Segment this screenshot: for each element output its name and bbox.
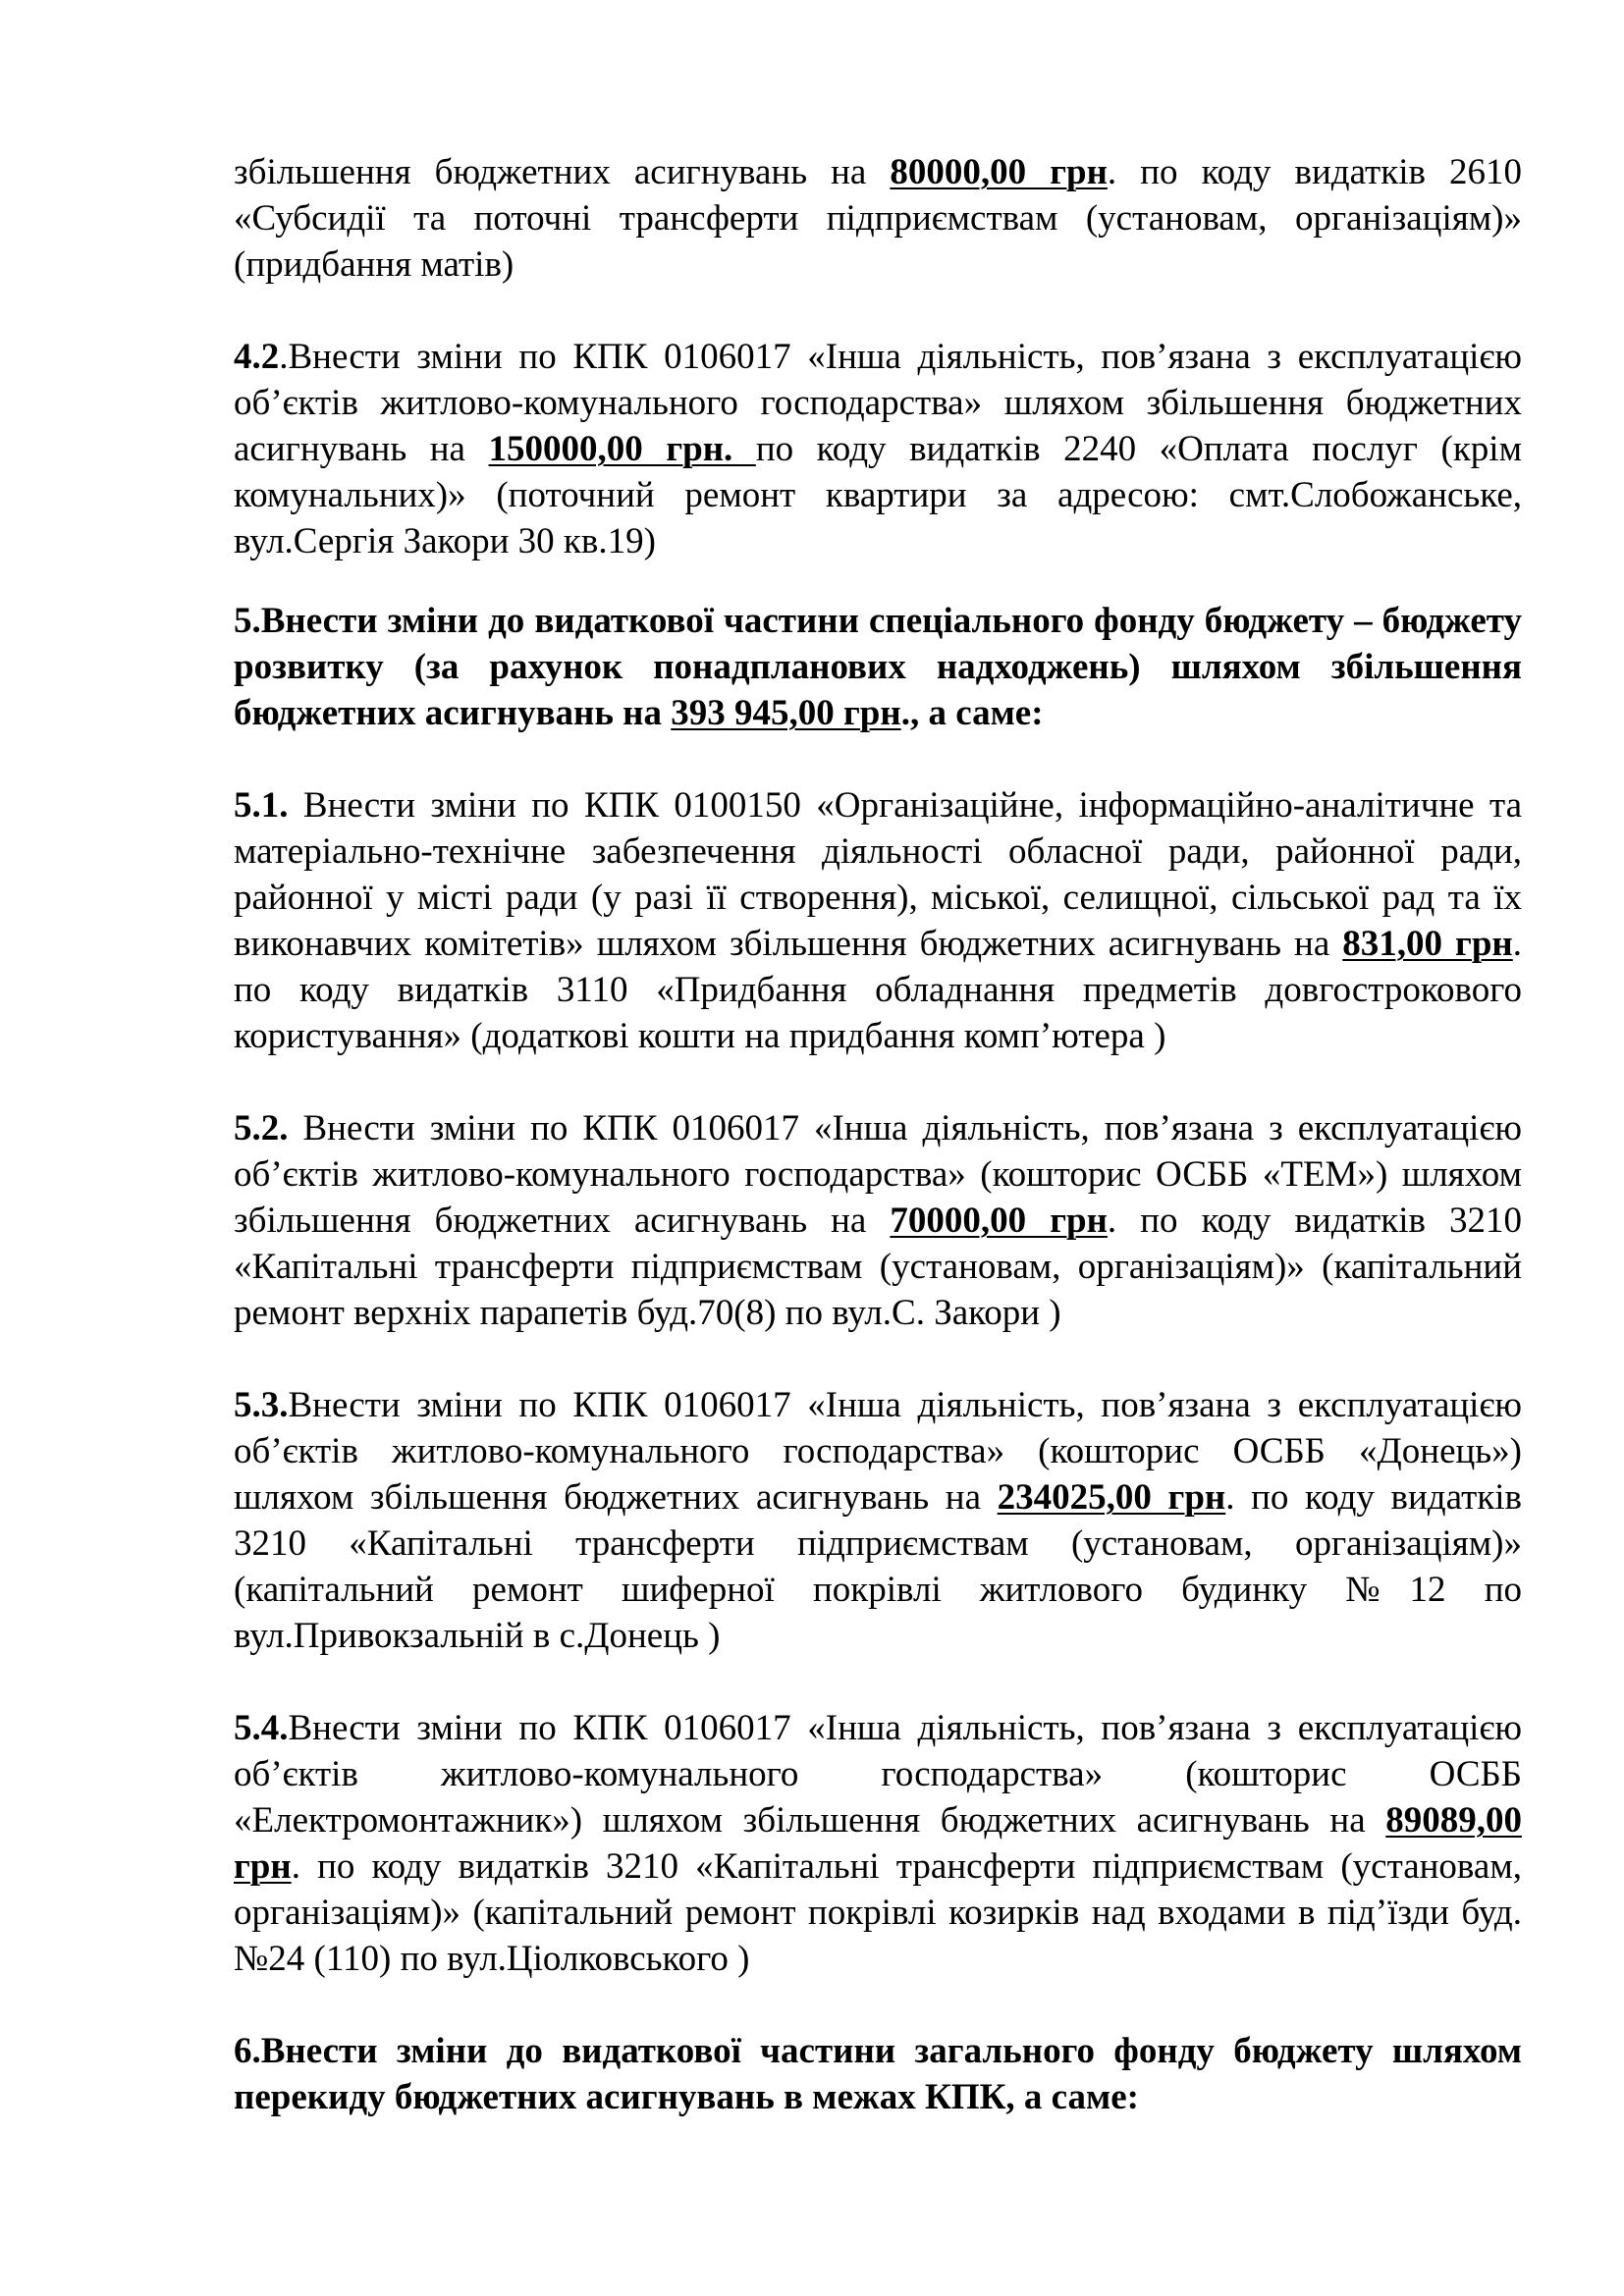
item-number: 5.4. bbox=[234, 1708, 289, 1748]
text: . по коду видатків 3210 «Капітальні трансферти підприємствам (установам, організаціям)» (капітальний ремонт шиферної покрівлі житлового будинку №12 по вул.Привокзальній в с.Донець ) bbox=[234, 1477, 1522, 1656]
amount: 234025,00 грн bbox=[997, 1477, 1226, 1518]
text: Внести зміни по КПК 0106017 «Інша діяльність, пов’язана з експлуатацією об’єктів житлово-комунального господарства» (кошторис ОСББ «ТЕМ») шляхом збільшення бюджетних асигнувань на bbox=[234, 1108, 1522, 1241]
heading-6: 6.Внести зміни до видаткової частини загального фонду бюджету шляхом перекиду бюджетних асигнувань в межах КПК, а саме: bbox=[234, 2031, 1522, 2117]
paragraph-4-1-continuation bbox=[234, 149, 1522, 288]
text: Внести зміни по КПК 0106017 «Інша діяльність, пов’язана з експлуатацією об’єктів житлово-комунального господарства» (кошторис ОСББ «Донець») шляхом збільшення бюджетних асигнувань на bbox=[234, 1385, 1522, 1518]
text: . по коду видатків 2610 «Субсидії та поточні трансферти підприємствам (установам, організаціям)» (придбання матів) bbox=[234, 152, 1522, 285]
text: . по коду видатків 3210 «Капітальні трансферти підприємствам (установам, організаціям)» (капітальний ремонт верхніх парапетів буд.70(8) по вул.С. Закори ) bbox=[234, 1201, 1522, 1333]
heading-text: 5.Внести зміни до видаткової частини спеціального фонду бюджету – бюджету розвитку (за рахунок понадпланових надходжень) шляхом збільшення бюджетних асигнувань на bbox=[234, 601, 1522, 733]
text: збільшення бюджетних асигнувань на bbox=[234, 152, 891, 192]
paragraph-4-2 bbox=[234, 334, 1522, 564]
document-page bbox=[234, 149, 1522, 2120]
text: .Внести зміни по КПК 0106017 «Інша діяльність, пов’язана з експлуатацією об’єктів житлово-комунального господарства» шляхом збільшення бюджетних асигнувань на bbox=[234, 337, 1522, 469]
paragraph-5-4 bbox=[234, 1705, 1522, 1982]
paragraph-5-2 bbox=[234, 1105, 1522, 1336]
item-number: 5.1. bbox=[234, 785, 289, 826]
heading-5 bbox=[234, 598, 1522, 736]
text: . по коду видатків 3110 «Придбання обладнання предметів довгострокового користування» (додаткові кошти на придбання комп’ютера ) bbox=[234, 924, 1522, 1056]
text: Внести зміни по КПК 0100150 «Організаційне, інформаційно-аналітичне та матеріально-технічне забезпечення діяльності обласної ради, районної ради, районної у місті ради (у разі її створення), міської, селищної, сільської рад та їх виконавчих комітетів» шляхом збільшення бюджетних асигнувань на bbox=[234, 785, 1522, 964]
amount: 150000,00 грн. bbox=[488, 429, 756, 469]
amount: 70000,00 грн bbox=[890, 1201, 1108, 1241]
item-number: 5.2. bbox=[234, 1108, 289, 1148]
amount: 831,00 грн bbox=[1342, 924, 1513, 964]
text: по коду видатків 2240 «Оплата послуг (крім комунальних)» (поточний ремонт квартири за адресою: смт.Слобожанське, вул.Сергія Закори 30 кв.19) bbox=[234, 429, 1522, 561]
amount: 80000,00 грн bbox=[890, 152, 1108, 192]
heading-text: ., а саме: bbox=[900, 693, 1044, 733]
text: Внести зміни по КПК 0106017 «Інша діяльність, пов’язана з експлуатацією об’єктів житлово-комунального господарства» (кошторис ОСББ «Електромонтажник») шляхом збільшення бюджетних асигнувань на bbox=[234, 1708, 1522, 1841]
paragraph-5-3 bbox=[234, 1382, 1522, 1659]
amount: 393 945,00 грн bbox=[671, 693, 901, 733]
item-number: 4.2 bbox=[234, 337, 280, 377]
paragraph-5-1 bbox=[234, 782, 1522, 1059]
text: . по коду видатків 3210 «Капітальні трансферти підприємствам (установам, організаціям)» (капітальний ремонт покрівлі козирків над входами в під’їзди буд.№24 (110) по вул.Ціолковського ) bbox=[234, 1846, 1522, 1979]
item-number: 5.3. bbox=[234, 1385, 289, 1425]
amount: 89089,00 грн bbox=[234, 1800, 1522, 1887]
